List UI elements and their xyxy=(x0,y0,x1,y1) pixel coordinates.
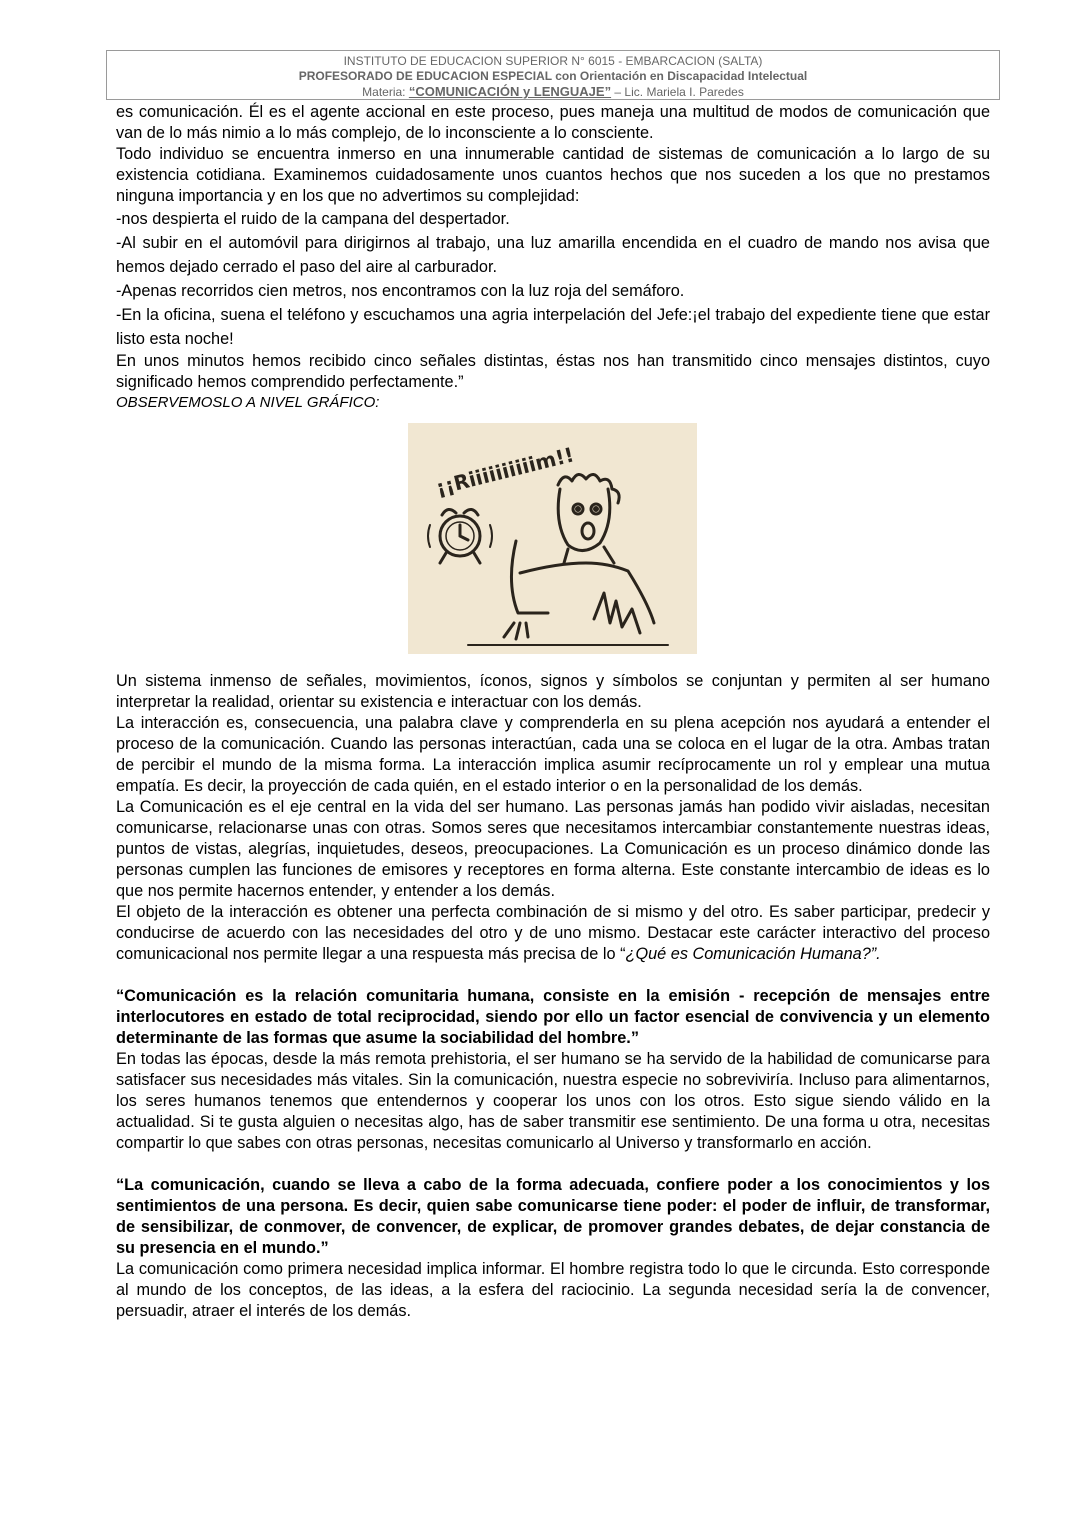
power-quote: “La comunicación, cuando se lleva a cabo de la forma adecuada, confiere poder a los conocimientos y los sentimientos de una persona. Es decir, quien sabe comunicarse tiene poder: el poder de influir, de transformar, de sensibilizar, de conmover, de convencer, de explicar, de promover grandes debates, de dejar constancia de su presencia en el mundo.” xyxy=(116,1176,990,1257)
paragraph: En unos minutos hemos recibido cinco señales distintas, éstas nos han transmitido cinco mensajes distintos, cuyo significado hemos comprendido perfectamente.” xyxy=(116,352,990,391)
document-body xyxy=(116,102,990,1322)
paragraph: Un sistema inmenso de señales, movimientos, íconos, signos y símbolos se conjuntan y permiten al ser humano interpretar la realidad, orientar su existencia e interactuar con los demás. xyxy=(116,672,990,711)
paragraph: La interacción es, consecuencia, una palabra clave y comprenderla en su plena acepción nos ayudará a entender el proceso de la comunicación. Cuando las personas interactúan, cada una se coloca en el lugar de la otra. Ambas tratan de percibir el mundo de la misma forma. La interacción implica asumir recíprocamente un rol y emplear una mutua empatía. Es decir, la proyección de cada quién, en el estado interior o en la personalidad de los demás. xyxy=(116,714,990,795)
program-line: PROFESORADO DE EDUCACION ESPECIAL con Orientación en Discapacidad Intelectual xyxy=(298,69,808,83)
list-item: -Al subir en el automóvil para dirigirnos al trabajo, una luz amarilla encendida en el cuadro de mando nos avisa que hemos dejado cerrado el paso del aire al carburador. xyxy=(116,234,990,276)
list-item: -Apenas recorridos cien metros, nos encontramos con la luz roja del semáforo. xyxy=(116,282,685,300)
paragraph: es comunicación. Él es el agente accional en este proceso, pues maneja una multitud de modos de comunicación que van de lo más nimio a lo más complejo, de lo inconsciente a lo consciente. xyxy=(116,103,990,142)
graphic-title: OBSERVEMOSLO A NIVEL GRÁFICO: xyxy=(116,394,380,411)
subject-line xyxy=(107,84,999,100)
paragraph: Todo individuo se encuentra inmerso en una innumerable cantidad de sistemas de comunicación a lo largo de su existencia cotidiana. Examinemos cuidadosamente unos cuantos hechos que nos suceden a los que no prestamos ninguna importancia y en los que no advertimos su complejidad: xyxy=(116,145,990,205)
paragraph: La comunicación como primera necesidad implica informar. El hombre registra todo lo que le circunda. Esto corresponde al mundo de los conceptos, de las ideas, a la esfera del raciocinio. La segunda necesidad sería la de convencer, persuadir, atraer el interés de los demás. xyxy=(116,1260,990,1320)
institution-line: INSTITUTO DE EDUCACION SUPERIOR N° 6015 - EMBARCACION (SALTA) xyxy=(343,54,763,68)
document-header xyxy=(106,50,1000,100)
paragraph xyxy=(116,902,990,965)
list-item: -En la oficina, suena el teléfono y escuchamos una agria interpelación del Jefe:¡el trabajo del expediente tiene que estar listo esta noche! xyxy=(116,306,990,348)
subject-teacher: – Lic. Mariela I. Paredes xyxy=(611,85,744,99)
list-item: -nos despierta el ruido de la campana del despertador. xyxy=(116,210,510,228)
alarm-clock-illustration xyxy=(408,423,697,654)
cartoon-drawing xyxy=(408,423,697,654)
paragraph: La Comunicación es el eje central en la vida del ser humano. Las personas jamás han podido vivir aisladas, necesitan comunicarse, relacionarse unas con otras. Somos seres que necesitamos intercambiar constantemente nuestras ideas, puntos de vistas, alegrías, inquietudes, deseos, preocupaciones. La Comunicación es un proceso dinámico donde las personas cumplen las funciones de emisores y receptores en forma alterna. Este constante intercambio de ideas es lo que nos permite hacernos entender, y entender a los demás. xyxy=(116,798,990,900)
spacer xyxy=(116,965,990,986)
definition-quote: “Comunicación es la relación comunitaria humana, consiste en la emisión - recepción de mensajes entre interlocutores en estado de total reciprocidad, siendo por ello un factor esencial de convivencia y un elemento determinante de las formas que asume la sociabilidad del hombre.” xyxy=(116,987,990,1047)
paragraph-text: El objeto de la interacción es obtener una perfecta combinación de si mismo y del otro. Es saber participar, predecir y conducirse de acuerdo con las necesidades del otro y de uno mismo. Destacar este carácter interactivo del proceso comunicacional nos permite llegar a una respuesta más precisa de lo “ xyxy=(116,903,990,963)
paragraph: En todas las épocas, desde la más remota prehistoria, el ser humano se ha servido de la habilidad de comunicarse para satisfacer sus necesidades más vitales. Sin la comunicación, nuestra especie no sobreviviría. Incluso para alimentarnos, los seres humanos tenemos que entendernos y cooperar los unos con los otros. Esto sigue siendo válido en la actualidad. Si te gusta alguien o necesitas algo, has de saber transmitir ese sentimiento. De una forma u otra, necesitas compartir lo que sabes con otras personas, necesitas comunicarlo al Universo y transformarlo en acción. xyxy=(116,1050,990,1152)
spacer xyxy=(116,1154,990,1175)
subject-prefix: Materia: xyxy=(362,85,409,99)
ring-sound-text: ¡¡Riiiiiiiiiim!! xyxy=(433,442,577,500)
italic-question: ¿Qué es Comunicación Humana?”. xyxy=(625,945,881,963)
subject-title: “COMUNICACIÓN y LENGUAJE” xyxy=(408,84,612,99)
figure-area xyxy=(116,413,990,671)
